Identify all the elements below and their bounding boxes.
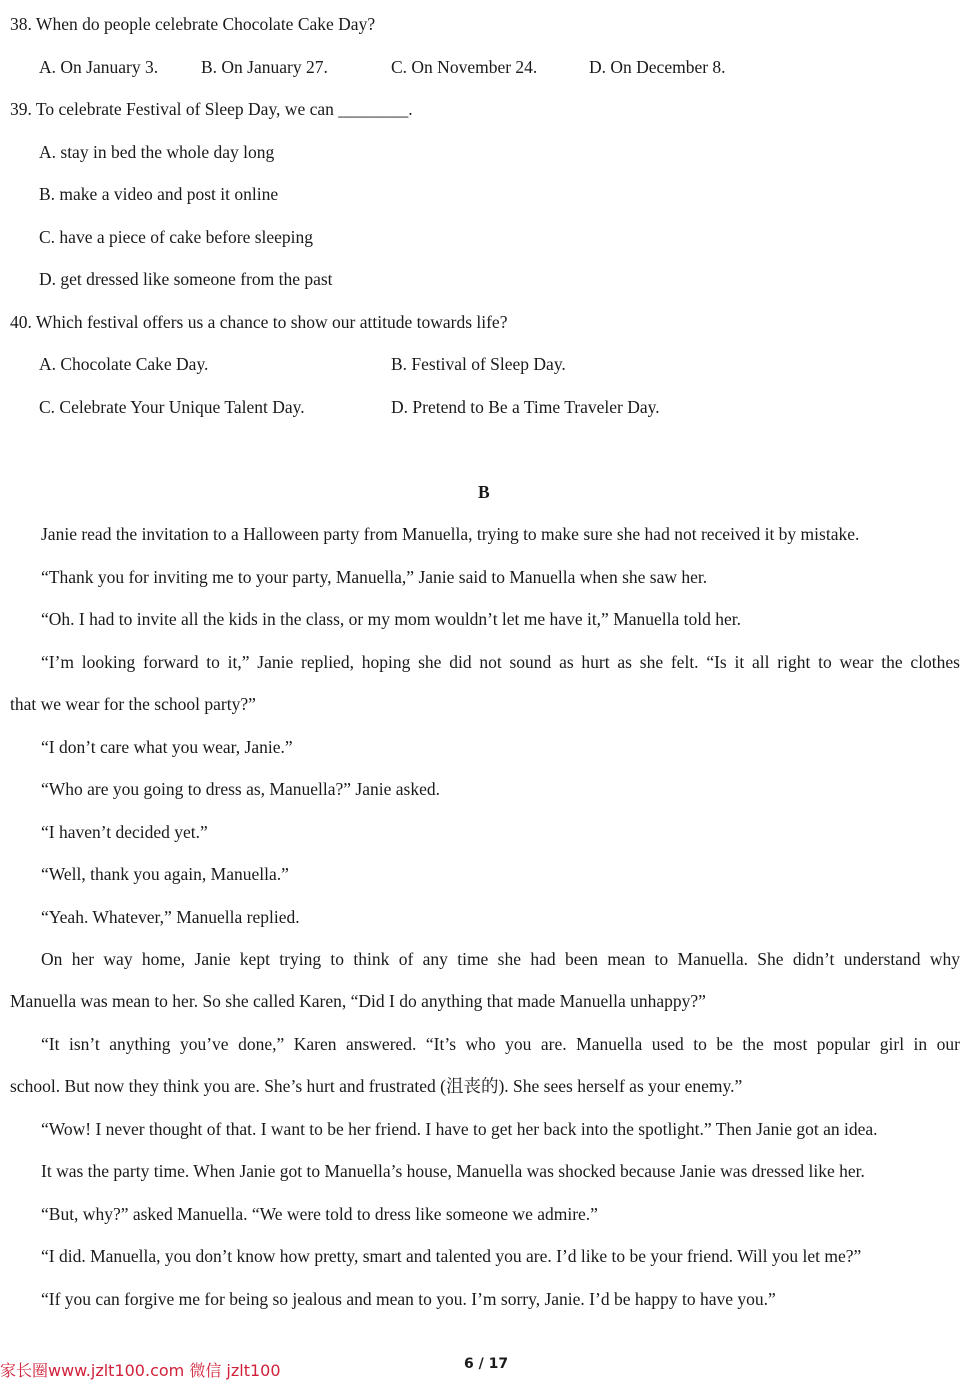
section-heading: B: [478, 482, 490, 502]
passage-line: that we wear for the school party?”: [10, 694, 256, 714]
q39-option-b: B. make a video and post it online: [39, 184, 279, 204]
q39-option-d: D. get dressed like someone from the past: [39, 269, 333, 289]
passage-line: “Yeah. Whatever,” Manuella replied.: [41, 907, 300, 927]
q40-option-c: C. Celebrate Your Unique Talent Day.: [39, 397, 305, 417]
passage-line: “I don’t care what you wear, Janie.”: [41, 737, 293, 757]
passage-line: “I did. Manuella, you don’t know how pretty, smart and talented you are. I’d like to be your friend. Will you let me?”: [41, 1246, 862, 1266]
q38-option-a: A. On January 3.: [39, 57, 159, 77]
passage-line: “It isn’t anything you’ve done,” Karen answered. “It’s who you are. Manuella used to be the most popular girl in our: [41, 1034, 960, 1054]
q38-question: 38. When do people celebrate Chocolate Cake Day?: [10, 14, 376, 34]
passage-line: Janie read the invitation to a Halloween party from Manuella, trying to make sure she had not received it by mistake.: [41, 524, 860, 544]
passage-line: “Thank you for inviting me to your party, Manuella,” Janie said to Manuella when she saw her.: [41, 567, 708, 587]
q38-option-b: B. On January 27.: [201, 57, 328, 77]
q40-option-d: D. Pretend to Be a Time Traveler Day.: [391, 397, 660, 417]
passage-line: “If you can forgive me for being so jealous and mean to you. I’m sorry, Janie. I’d be happy to have you.”: [41, 1289, 776, 1309]
passage-line: “Wow! I never thought of that. I want to be her friend. I have to get her back into the spotlight.” Then Janie got an idea.: [41, 1119, 878, 1139]
q39-option-a: A. stay in bed the whole day long: [39, 142, 275, 162]
q39-option-c: C. have a piece of cake before sleeping: [39, 227, 314, 247]
q38-option-c: C. On November 24.: [391, 57, 538, 77]
q40-option-a: A. Chocolate Cake Day.: [39, 354, 209, 374]
passage-line: It was the party time. When Janie got to Manuella’s house, Manuella was shocked because Janie was dressed like her.: [41, 1161, 865, 1181]
q40-question: 40. Which festival offers us a chance to show our attitude towards life?: [10, 312, 508, 332]
q38-option-d: D. On December 8.: [589, 57, 726, 77]
q40-option-b: B. Festival of Sleep Day.: [391, 354, 566, 374]
passage-line: “Oh. I had to invite all the kids in the class, or my mom wouldn’t let me have it,” Manuella told her.: [41, 609, 742, 629]
passage-line: Manuella was mean to her. So she called Karen, “Did I do anything that made Manuella unhappy?”: [10, 991, 706, 1011]
footer-watermark: 家长圈www.jzlt100.com 微信 jzlt100: [0, 1361, 281, 1380]
q39-question: 39. To celebrate Festival of Sleep Day, we can ________.: [10, 99, 413, 119]
page-number: 6 / 17: [464, 1356, 509, 1372]
passage-line: “I haven’t decided yet.”: [41, 822, 208, 842]
passage-line: “I’m looking forward to it,” Janie replied, hoping she did not sound as hurt as she felt. “Is it all right to wear the clothes: [41, 652, 960, 672]
passage-line: school. But now they think you are. She’s hurt and frustrated (沮丧的). She sees herself as your enemy.”: [10, 1076, 743, 1096]
passage-line: On her way home, Janie kept trying to think of any time she had been mean to Manuella. She didn’t understand why: [41, 949, 960, 969]
passage-line: “But, why?” asked Manuella. “We were told to dress like someone we admire.”: [41, 1204, 598, 1224]
passage-line: “Who are you going to dress as, Manuella?” Janie asked.: [41, 779, 440, 799]
passage-line: “Well, thank you again, Manuella.”: [41, 864, 289, 884]
